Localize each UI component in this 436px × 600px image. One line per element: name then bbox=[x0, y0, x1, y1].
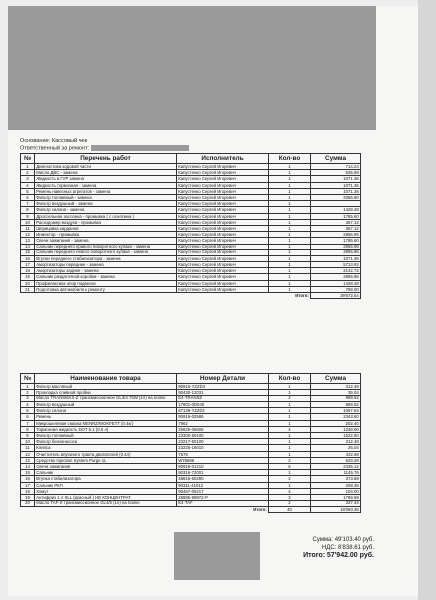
parts-table bbox=[20, 373, 361, 513]
executor-name: Капустенко Сергей Игоревич bbox=[177, 164, 269, 170]
row-sum: 373.68 bbox=[311, 476, 361, 482]
redacted-responsible bbox=[91, 145, 189, 151]
part-number: E4-TRANSZ bbox=[177, 396, 269, 402]
row-number: 20 bbox=[21, 501, 35, 507]
part-number: 23225-16010 bbox=[177, 445, 269, 451]
item-name: Фильтр бензонасоса bbox=[35, 439, 177, 445]
row-sum: 5713.92 bbox=[311, 262, 361, 268]
basis-value: Кассовый чек bbox=[51, 138, 88, 144]
row-number: 5 bbox=[21, 188, 35, 194]
row-sum: 312.48 bbox=[311, 384, 361, 390]
row-quantity: 1 bbox=[269, 274, 311, 280]
page-edge-shadow bbox=[418, 0, 436, 600]
col-header-sum: Сумма bbox=[311, 154, 361, 164]
executor-name: Капустенко Сергей Игоревич bbox=[177, 262, 269, 268]
item-name: Клипса bbox=[35, 445, 177, 451]
row-number: 10 bbox=[21, 219, 35, 225]
responsible-label: Ответственный за ремонт: bbox=[20, 145, 90, 152]
row-sum: 337.44 bbox=[311, 501, 361, 507]
row-sum: 2856.96 bbox=[311, 244, 361, 250]
row-sum: 633.29 bbox=[311, 457, 361, 463]
work-name: Подготовка автомобиля к ремонту bbox=[35, 286, 177, 292]
row-number: 4 bbox=[21, 182, 35, 188]
parts-total-label: Итого: bbox=[253, 507, 267, 513]
row-quantity: 1 bbox=[269, 390, 311, 396]
work-name: Фильтр салона - замена bbox=[35, 207, 177, 213]
executor-name: Капустенко Сергей Игоревич bbox=[177, 213, 269, 219]
row-quantity: 1 bbox=[269, 384, 311, 390]
works-header-row bbox=[21, 154, 361, 164]
row-sum: 1071.36 bbox=[311, 176, 361, 182]
basis-line bbox=[20, 138, 87, 145]
row-number: 5 bbox=[21, 408, 35, 414]
row-quantity: 1 bbox=[269, 250, 311, 256]
row-quantity: 1 bbox=[269, 445, 311, 451]
work-name: Фильтр воздушный - замена bbox=[35, 201, 177, 207]
work-name: Масло ДВС - замена bbox=[35, 170, 177, 176]
executor-name: Капустенко Сергей Игоревич bbox=[177, 250, 269, 256]
col-header-work-list: Перечень работ bbox=[35, 154, 177, 164]
row-quantity: 1 bbox=[269, 188, 311, 194]
row-sum: 2856.96 bbox=[311, 274, 361, 280]
row-quantity: 2 bbox=[269, 501, 311, 507]
summary-block bbox=[270, 536, 374, 560]
row-quantity: 1 bbox=[269, 170, 311, 176]
item-name: Сальник РКП bbox=[35, 482, 177, 488]
col-header-quantity: Кол-во bbox=[269, 154, 311, 164]
work-name: Ремень навесных агрегатов - замена bbox=[35, 188, 177, 194]
executor-name: Капустенко Сергей Игоревич bbox=[177, 255, 269, 261]
summary-total-label: Итого: bbox=[303, 552, 326, 559]
row-number: 21 bbox=[21, 286, 35, 292]
row-number: 15 bbox=[21, 470, 35, 476]
executor-name: Капустенко Сергей Игоревич bbox=[177, 286, 269, 292]
row-quantity: 2 bbox=[269, 476, 311, 482]
work-name: Профилактика опор подвески bbox=[35, 280, 177, 286]
summary-sum-value: 49'103.40 руб. bbox=[334, 537, 374, 543]
row-sum: 989.52 bbox=[311, 396, 361, 402]
row-number: 16 bbox=[21, 476, 35, 482]
summary-vat-line bbox=[270, 544, 374, 552]
row-quantity: 2 bbox=[269, 457, 311, 463]
parts-total-value: 18'080.36 bbox=[311, 506, 361, 512]
row-quantity: 1 bbox=[269, 408, 311, 414]
row-number: 19 bbox=[21, 274, 35, 280]
row-sum: 1428.48 bbox=[311, 207, 361, 213]
item-name: Масло TRANSMAX-Z трансмиссионное GL3/4 75W (1л) на болке bbox=[35, 396, 177, 402]
item-name: Втулка стабилизатора bbox=[35, 476, 177, 482]
col-header-sum: Сумма bbox=[311, 374, 361, 384]
row-quantity: 1 bbox=[269, 195, 311, 201]
item-name: Ремень bbox=[35, 414, 177, 420]
summary-vat-label: НДС: bbox=[321, 545, 337, 551]
part-number: 90919-01210 bbox=[177, 464, 269, 470]
row-quantity: 1 bbox=[269, 201, 311, 207]
row-number: 3 bbox=[21, 396, 35, 402]
work-name: Диагностика ходовой части bbox=[35, 164, 177, 170]
row-quantity: 1 bbox=[269, 176, 311, 182]
row-number: 7 bbox=[21, 420, 35, 426]
row-quantity: 1 bbox=[269, 207, 311, 213]
row-sum: 442.68 bbox=[311, 451, 361, 457]
row-number: 9 bbox=[21, 433, 35, 439]
part-number: E4-TAF bbox=[177, 501, 269, 507]
item-name: Фильтр воздушный bbox=[35, 402, 177, 408]
summary-sum-line bbox=[270, 536, 374, 544]
row-number: 6 bbox=[21, 414, 35, 420]
executor-name: Капустенко Сергей Игоревич bbox=[177, 176, 269, 182]
work-name: Дроссельная заслонка - промывка ( с оснятием ) bbox=[35, 213, 177, 219]
row-quantity: 4 bbox=[269, 426, 311, 432]
row-quantity: 1 bbox=[269, 268, 311, 274]
part-number: 28885-99972-P bbox=[177, 495, 269, 501]
row-sum: 1248.00 bbox=[311, 426, 361, 432]
row-sum: 1145.76 bbox=[311, 470, 361, 476]
row-sum: 2335.12 bbox=[311, 464, 361, 470]
row-quantity: 1 bbox=[269, 164, 311, 170]
row-sum: 1785.60 bbox=[311, 238, 361, 244]
item-name: Тормозная жидкость DOT 5.1 (0.5 л) bbox=[35, 426, 177, 432]
parts-header-row bbox=[21, 374, 361, 384]
row-number: 3 bbox=[21, 176, 35, 182]
row-sum: 3356.80 bbox=[311, 195, 361, 201]
col-header-item-name: Наименование товара bbox=[35, 374, 177, 384]
row-quantity: 1 bbox=[269, 482, 311, 488]
executor-name: Капустенко Сергей Игоревич bbox=[177, 232, 269, 238]
row-sum: 714.24 bbox=[311, 164, 361, 170]
responsible-line bbox=[20, 145, 189, 152]
row-sum: 2856.96 bbox=[311, 232, 361, 238]
part-number: 90915-YZZD4 bbox=[177, 384, 269, 390]
work-name: Сальник переднего левого поворотного кулака - замена bbox=[35, 250, 177, 256]
row-sum: 357.12 bbox=[311, 219, 361, 225]
col-header-part-number: Номер Детали bbox=[177, 374, 269, 384]
row-quantity: 1 bbox=[269, 232, 311, 238]
row-number: 7 bbox=[21, 201, 35, 207]
col-header-number: № bbox=[21, 374, 35, 384]
row-number: 1 bbox=[21, 164, 35, 170]
executor-name: Капустенко Сергей Игоревич bbox=[177, 195, 269, 201]
work-name: Расходомер воздуха - промывка bbox=[35, 219, 177, 225]
executor-name: Капустенко Сергей Игоревич bbox=[177, 274, 269, 280]
row-number: 8 bbox=[21, 207, 35, 213]
works-total-label: Итого: bbox=[295, 293, 309, 299]
row-sum: 2142.72 bbox=[311, 268, 361, 274]
executor-name: Капустенко Сергей Игоревич bbox=[177, 268, 269, 274]
row-number: 6 bbox=[21, 195, 35, 201]
row-sum: 1785.60 bbox=[311, 213, 361, 219]
work-name: Инжектор - промывка bbox=[35, 232, 177, 238]
row-number: 17 bbox=[21, 262, 35, 268]
row-sum: 1071.36 bbox=[311, 182, 361, 188]
redacted-header-block bbox=[8, 6, 376, 130]
executor-name: Капустенко Сергей Игоревич bbox=[177, 238, 269, 244]
executor-name: Капустенко Сергей Игоревич bbox=[177, 188, 269, 194]
row-number: 13 bbox=[21, 238, 35, 244]
row-number: 15 bbox=[21, 250, 35, 256]
executor-name: Капустенко Сергей Игоревич bbox=[177, 201, 269, 207]
row-number: 1 bbox=[21, 384, 35, 390]
summary-total-value: 57'942.00 руб. bbox=[326, 552, 374, 559]
row-sum: 1789.58 bbox=[311, 495, 361, 501]
row-sum: 1071.36 bbox=[311, 255, 361, 261]
row-number: 10 bbox=[21, 439, 35, 445]
row-quantity: 1 bbox=[269, 439, 311, 445]
row-quantity: 1 bbox=[269, 414, 311, 420]
part-number: 7578 bbox=[177, 451, 269, 457]
row-number: 11 bbox=[21, 445, 35, 451]
executor-name: Капустенко Сергей Игоревич bbox=[177, 207, 269, 213]
row-sum: 989.52 bbox=[311, 402, 361, 408]
redacted-footer-block bbox=[174, 532, 260, 580]
part-number: 7962 bbox=[177, 420, 269, 426]
row-quantity: 1 bbox=[269, 286, 311, 292]
item-name: Масло TAF-X трансмиссионное GL4/5 (1л) на болке bbox=[35, 501, 177, 507]
part-number: 90316-72001 bbox=[177, 470, 269, 476]
row-quantity: 1 bbox=[269, 470, 311, 476]
part-number: 23300-50100 bbox=[177, 433, 269, 439]
row-number: 18 bbox=[21, 488, 35, 494]
part-number: W78686 bbox=[177, 457, 269, 463]
row-sum: 2856.96 bbox=[311, 250, 361, 256]
executor-name: Капустенко Сергей Игоревич bbox=[177, 244, 269, 250]
item-name: Прокладка сливной пробки bbox=[35, 390, 177, 396]
row-quantity: 1 bbox=[269, 255, 311, 261]
row-quantity: 1 bbox=[269, 238, 311, 244]
work-name: Фильтр топливный - замена bbox=[35, 195, 177, 201]
work-name: Амортизаторы задние - замена bbox=[35, 268, 177, 274]
parts-total-row bbox=[21, 506, 361, 512]
row-number: 19 bbox=[21, 495, 35, 501]
row-quantity: 1 bbox=[269, 244, 311, 250]
row-number: 12 bbox=[21, 232, 35, 238]
executor-name: Капустенко Сергей Игоревич bbox=[177, 170, 269, 176]
row-sum: 535.68 bbox=[311, 170, 361, 176]
part-number: 17801-0D040 bbox=[177, 402, 269, 408]
row-quantity: 1 bbox=[269, 182, 311, 188]
row-number: 14 bbox=[21, 244, 35, 250]
row-number: 9 bbox=[21, 213, 35, 219]
row-quantity: 1 bbox=[269, 451, 311, 457]
part-number: 90467-06217 bbox=[177, 488, 269, 494]
row-number: 8 bbox=[21, 426, 35, 432]
summary-total-line bbox=[270, 552, 374, 560]
part-number: 90430-12031 bbox=[177, 390, 269, 396]
row-number: 13 bbox=[21, 457, 35, 463]
row-sum: 759.00 bbox=[311, 286, 361, 292]
row-number: 2 bbox=[21, 390, 35, 396]
work-name: Втулки переднего стабилизатора - замена bbox=[35, 255, 177, 261]
row-sum: 26.04 bbox=[311, 445, 361, 451]
executor-name: Капустенко Сергей Игоревич bbox=[177, 182, 269, 188]
row-quantity: 1 bbox=[269, 420, 311, 426]
row-quantity: 2 bbox=[269, 396, 311, 402]
item-name: Фильтр топливный bbox=[35, 433, 177, 439]
row-sum: 104.00 bbox=[311, 488, 361, 494]
row-quantity: 1 bbox=[269, 280, 311, 286]
row-number: 14 bbox=[21, 464, 35, 470]
row-sum: 357.12 bbox=[311, 226, 361, 232]
col-header-executor: Исполнитель bbox=[177, 154, 269, 164]
basis-label: Основание: bbox=[20, 138, 51, 144]
row-quantity: 6 bbox=[269, 464, 311, 470]
row-quantity: 1 bbox=[269, 402, 311, 408]
work-name: Жидкость в ГУР замена bbox=[35, 176, 177, 182]
work-name: Свечи зажигания - замена bbox=[35, 238, 177, 244]
row-sum: 1067.64 bbox=[311, 408, 361, 414]
executor-name: Капустенко Сергей Игоревич bbox=[177, 219, 269, 225]
summary-sum-label: Сумма: bbox=[312, 537, 334, 543]
row-number: 2 bbox=[21, 170, 35, 176]
row-quantity: 1 bbox=[269, 213, 311, 219]
row-quantity: 1 bbox=[269, 262, 311, 268]
executor-name: Капустенко Сергей Игоревич bbox=[177, 226, 269, 232]
part-number: 87139-YZZ03 bbox=[177, 408, 269, 414]
item-name: Антифриз 1 л SLL (красный ) НЕ КОНЦЕНТРАТ bbox=[35, 495, 177, 501]
part-number: 26825-06605 bbox=[177, 426, 269, 432]
row-sum: 1522.80 bbox=[311, 433, 361, 439]
summary-vat-value: 8'838.61 руб. bbox=[338, 545, 374, 551]
item-name: Фильтр салона bbox=[35, 408, 177, 414]
item-name: Микрошелевая смазка MENRZ/WOKFETT (0.4кг) bbox=[35, 420, 177, 426]
executor-name: Капустенко Сергей Игоревич bbox=[177, 280, 269, 286]
part-number: 90311-41012 bbox=[177, 482, 269, 488]
row-quantity: 4 bbox=[269, 488, 311, 494]
row-number: 20 bbox=[21, 280, 35, 286]
row-sum: 208.35 bbox=[311, 482, 361, 488]
item-name: Сальник bbox=[35, 470, 177, 476]
row-number: 16 bbox=[21, 255, 35, 261]
part-number: 23217-50100 bbox=[177, 439, 269, 445]
row-quantity: 1 bbox=[269, 219, 311, 225]
works-total-value: 39'672.64 bbox=[311, 293, 361, 299]
row-sum: 1071.36 bbox=[311, 188, 361, 194]
row-sum: 202.40 bbox=[311, 420, 361, 426]
works-table bbox=[20, 153, 361, 299]
part-number: 48815-60290 bbox=[177, 476, 269, 482]
item-name: Средство Injection System Purge 1L bbox=[35, 457, 177, 463]
col-header-number: № bbox=[21, 154, 35, 164]
col-header-quantity: Кол-во bbox=[269, 374, 311, 384]
work-name: Сальник раздаточной коробки - замена bbox=[35, 274, 177, 280]
row-sum: 1428.48 bbox=[311, 280, 361, 286]
row-quantity: 3 bbox=[269, 495, 311, 501]
row-quantity: 1 bbox=[269, 226, 311, 232]
row-sum: 2343.60 bbox=[311, 414, 361, 420]
parts-total-qty: 40 bbox=[269, 506, 311, 512]
item-name: Очиститель впускного тракта двигателей (0.4л) bbox=[35, 451, 177, 457]
row-number: 12 bbox=[21, 451, 35, 457]
row-sum: 35.04 bbox=[311, 390, 361, 396]
item-name: Фильтр масляный bbox=[35, 384, 177, 390]
row-number: 11 bbox=[21, 226, 35, 232]
item-name: Свеча зажигания bbox=[35, 464, 177, 470]
work-name: Сальник переднего правого поворотного кулака - замена bbox=[35, 244, 177, 250]
row-sum: 312.48 bbox=[311, 439, 361, 445]
row-quantity: 1 bbox=[269, 433, 311, 439]
work-name: Шприцовка карданов bbox=[35, 226, 177, 232]
work-name: Жидкость тормозная - замена bbox=[35, 182, 177, 188]
row-number: 17 bbox=[21, 482, 35, 488]
works-total-row bbox=[21, 293, 361, 299]
item-name: Хомут bbox=[35, 488, 177, 494]
row-number: 4 bbox=[21, 402, 35, 408]
part-number: 90916-02586 bbox=[177, 414, 269, 420]
work-name: Амортизаторы передние - замена bbox=[35, 262, 177, 268]
row-number: 18 bbox=[21, 268, 35, 274]
